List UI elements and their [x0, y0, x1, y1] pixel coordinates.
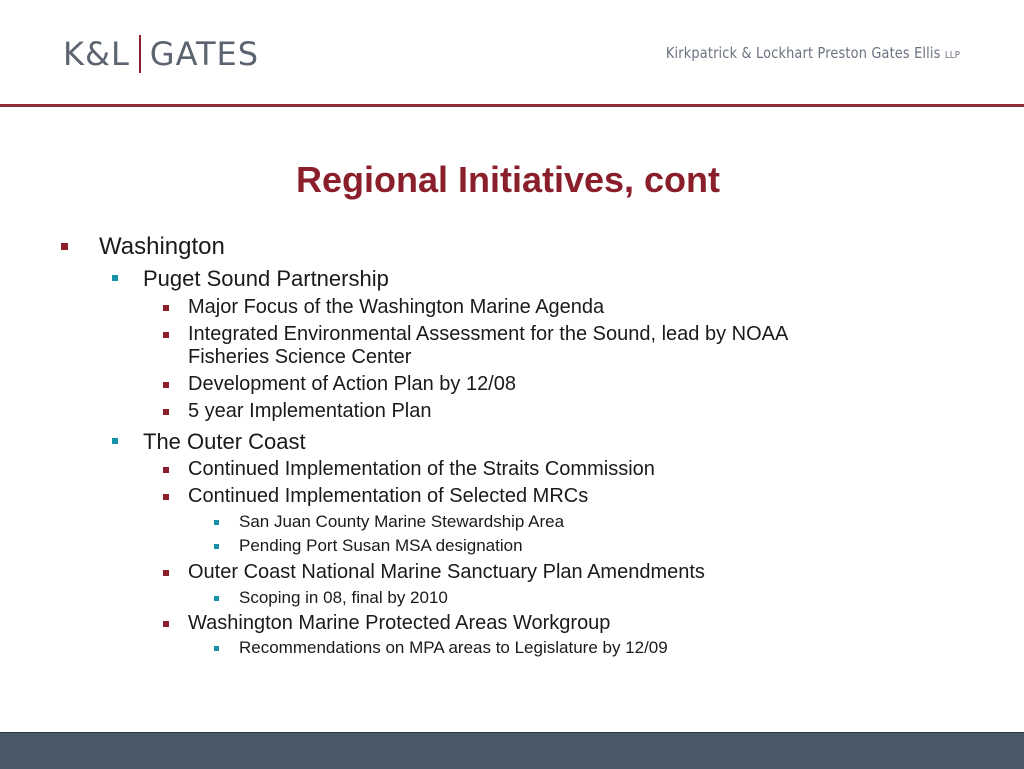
footer-bar	[0, 732, 1024, 769]
bullet-text: Washington	[99, 233, 225, 260]
bullet-marker-icon	[163, 332, 169, 338]
bullet-text: San Juan County Marine Stewardship Area	[239, 512, 565, 531]
bullet-text: Recommendations on MPA areas to Legislature by 12/09	[239, 638, 668, 657]
bullet-item-level-3	[188, 323, 788, 346]
bullet-marker-icon	[163, 494, 169, 500]
bullet-text: Puget Sound Partnership	[143, 266, 389, 291]
bullet-item-level-4	[239, 536, 523, 556]
bullet-text: Continued Implementation of Selected MRCs	[188, 485, 589, 507]
header-rule	[0, 104, 1024, 107]
bullet-item-level-4	[239, 638, 668, 658]
bullet-marker-icon	[163, 467, 169, 473]
bullet-item-level-2	[143, 266, 389, 292]
bullet-item-level-3	[188, 612, 610, 635]
bullet-text: Washington Marine Protected Areas Workgroup	[188, 612, 611, 634]
logo-left-text: K&L	[63, 35, 130, 73]
bullet-marker-icon	[214, 646, 219, 651]
bullet-text: Continued Implementation of the Straits Commission	[188, 458, 655, 480]
firm-suffix: LLP	[944, 50, 960, 61]
bullet-text: Pending Port Susan MSA designation	[239, 536, 523, 555]
bullet-item-level-3	[188, 296, 604, 319]
logo-right-text: GATES	[149, 35, 260, 73]
firm-name	[666, 44, 960, 62]
bullet-item-level-2	[143, 429, 306, 455]
bullet-text: Fisheries Science Center	[188, 346, 412, 368]
bullet-item-level-3	[188, 400, 431, 423]
bullet-item-level-1	[99, 233, 225, 261]
bullet-text: Integrated Environmental Assessment for the Sound, lead by NOAA	[188, 323, 789, 345]
bullet-marker-icon	[163, 570, 169, 576]
bullet-marker-icon	[112, 275, 118, 281]
bullet-item-level-3	[188, 373, 516, 396]
bullet-marker-icon	[214, 544, 219, 549]
bullet-text: The Outer Coast	[143, 429, 306, 454]
bullet-marker-icon	[163, 382, 169, 388]
bullet-item-level-4	[239, 588, 448, 608]
bullet-item-level-3	[188, 561, 705, 584]
bullet-text: Development of Action Plan by 12/08	[188, 373, 516, 395]
bullet-text: Outer Coast National Marine Sanctuary Plan Amendments	[188, 561, 705, 583]
bullet-continuation	[188, 346, 411, 369]
bullet-marker-icon	[214, 520, 219, 525]
kl-gates-logo	[63, 34, 259, 74]
bullet-item-level-3	[188, 485, 588, 508]
logo-divider	[139, 35, 141, 73]
bullet-text: Major Focus of the Washington Marine Agenda	[188, 296, 605, 318]
bullet-text: Scoping in 08, final by 2010	[239, 588, 448, 607]
bullet-marker-icon	[61, 243, 68, 250]
bullet-marker-icon	[112, 438, 118, 444]
bullet-item-level-4	[239, 512, 564, 532]
bullet-item-level-3	[188, 458, 655, 481]
firm-name-text: Kirkpatrick & Lockhart Preston Gates Ellis	[665, 44, 941, 62]
bullet-marker-icon	[214, 596, 219, 601]
bullet-marker-icon	[163, 621, 169, 627]
slide-title: Regional Initiatives, cont	[295, 159, 721, 200]
bullet-text: 5 year Implementation Plan	[188, 400, 432, 422]
bullet-marker-icon	[163, 409, 169, 415]
bullet-marker-icon	[163, 305, 169, 311]
